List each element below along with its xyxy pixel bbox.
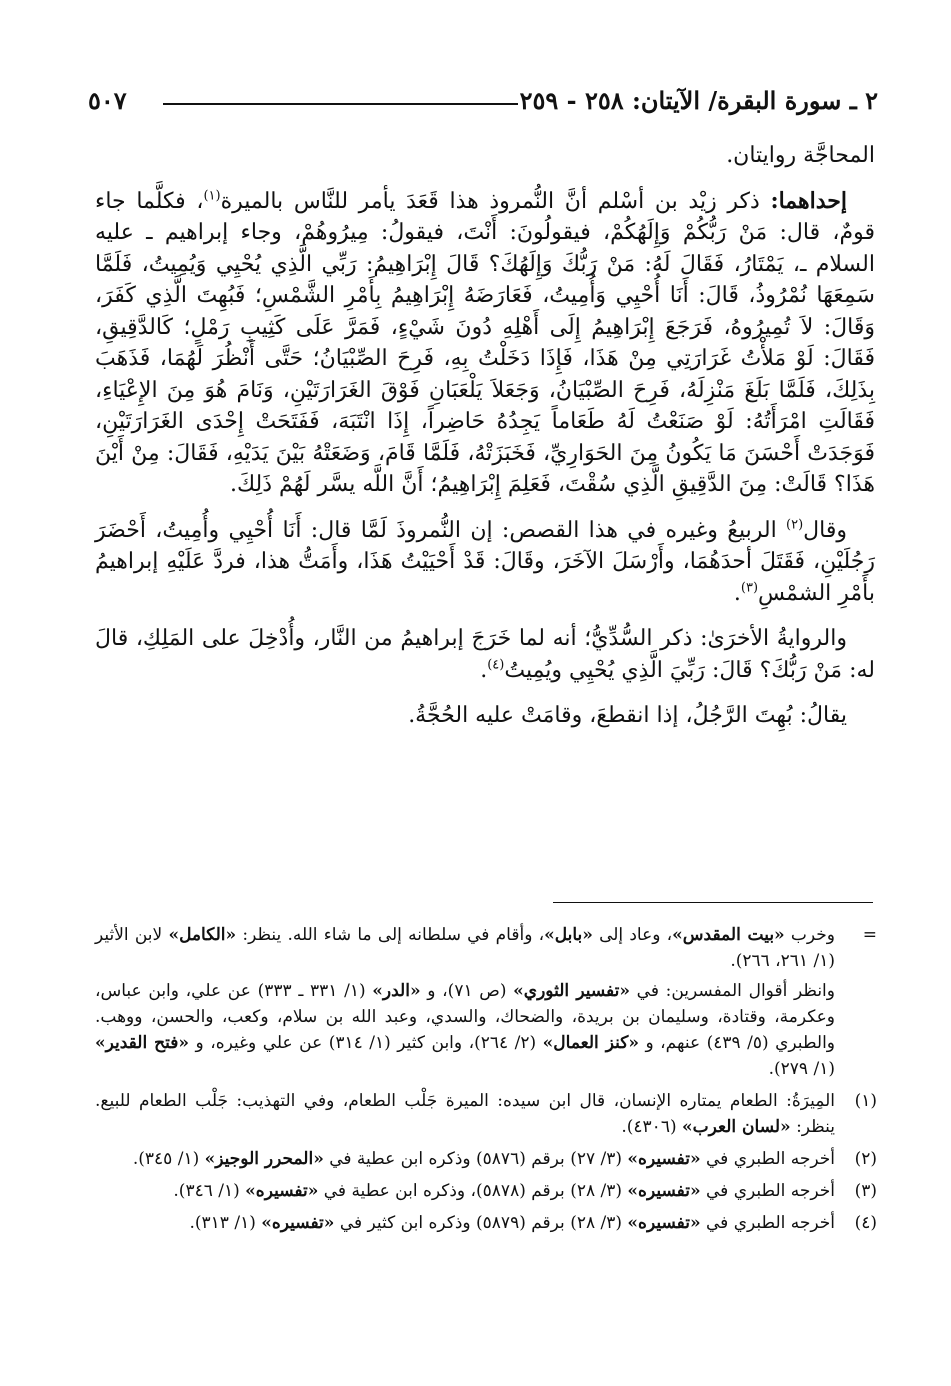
fn-text: (١/ ٣١٣).	[189, 1213, 262, 1233]
p1-text-b: ، فكلَّما جاء قومٌ، قال: مَنْ رَبُّكُمْ وَإِلَهُكُمْ، فيقولُونَ: أَنْتَ، فيقولُ: مِيرُوهُمْ، وجاء إبراهيم ـ عليه السلام ـ، يَمْتَارُ، فَقَالَ لَهُ: مَنْ رَبُّكَ وَإِلَهُكَ؟ قَالَ إِبْرَاهِيمُ: رَبِّي الَّذِي يُحْيِي وَيُمِيتُ، فَلَمَّا سَمِعَهَا نُمْرُوذُ، قَالَ: أَنَا أُحْيِي وَأُمِيتُ، فَعَارَضَهُ إِبْرَاهِيمُ بِأَمْرِ الشَّمْسِ؛ فَبُهِتَ الَّذِي كَفَرَ، وَقَالَ: لاَ تُمِيرُوهُ، فَرَجَعَ إِبْرَاهِيمُ إِلَى أَهْلِهِ دُونَ شَيْءٍ، فَمَرَّ عَلَى كَثِيبِ رَمْلٍ؛ كَالدَّقِيقِ، فَقَالَ: لَوْ مَلأْتُ غَرَارَتِي مِنْ هَذَا، فَإِذَا دَخَلْتُ بِهِ، فَرِحَ الصِّبْيَانُ؛ حَتَّى أَنْظُرَ لَهُمَا، فَذَهَبَ بِذَلِكَ، فَلَمَّا بَلَغَ مَنْزِلَهُ، فَرِحَ الصِّبْيَانُ، وَجَعَلاَ يَلْعَبَانِ فَوْقَ الغَرَارَتَيْنِ، وَنَامَ هُوَ مِنَ الإِعْيَاءِ، فَقَالَتِ امْرَأَتُهُ: لَوْ صَنَعْتُ لَهُ طَعَاماً يَجِدُهُ حَاضِراً، إِذَا انْتَبَهَ، فَفَتَحَتْ إِحْدَى الغَرَارَتَيْنِ، فَوَجَدَتْ أَحْسَنَ مَا يَكُونُ مِنَ الحَوَارِيِّ، فَخَبَزَتْهُ، فَلَمَّا قَامَ، وَضَعَتْهُ بَيْنَ يَدَيْهِ، فَقَالَ: مِنْ أَيْنَ هَذَا؟ قَالَتْ: مِنَ الدَّقِيقِ الَّذِي سُقْتَ، فَعَلِمَ إِبْرَاهِيمُ؛ أَنَّ اللَّه يسَّر لَهُمْ ذَلِكَ.	[95, 188, 875, 497]
fn-source: «بيت المقدس»	[672, 925, 785, 945]
footnote-4-mark: (٤)	[854, 1213, 877, 1233]
fn-text: (٤٣٠٦).	[621, 1117, 682, 1137]
fn-text: وانظر أقوال المفسرين: في	[629, 981, 835, 1001]
footnote-continuation-2	[95, 978, 877, 1082]
footnote-3	[95, 1178, 877, 1204]
fn-text: أخرجه الطبري في	[700, 1149, 835, 1169]
fn-source: «بابل»	[544, 925, 593, 945]
fn-source: «تفسيره»	[245, 1181, 319, 1201]
lead-word: إحداهما:	[770, 187, 847, 214]
paragraph-second-narration	[95, 623, 875, 686]
footnote-ref-3[interactable]: (٣)	[740, 580, 759, 596]
fn-text: المِيرَةُ: الطعام يمتاره الإنسان، قال ابن سيده: الميرة جَلْب الطعام، وفي التهذيب: جَلْب الطعام للبيع. ينظر:	[95, 1091, 835, 1137]
footnote-1	[95, 1088, 877, 1140]
fn-source: «كنز العمال»	[542, 1033, 639, 1053]
fn-text: وخرب	[784, 925, 835, 945]
page-number: ٥٠٧	[88, 86, 135, 115]
fn-text: أخرجه الطبري في	[700, 1181, 835, 1201]
fn-text: (٣/ ٢٨) برقم (٥٨٧٨)، وذكره ابن عطية في	[318, 1181, 628, 1201]
header-title: ٢ ـ سورة البقرة/ الآيتان: ٢٥٨ - ٢٥٩	[512, 86, 878, 115]
fn-text: (١/ ٢٧٩).	[768, 1059, 835, 1079]
footnote-2	[95, 1146, 877, 1172]
fn-text: (١/ ٣٤٦).	[173, 1181, 246, 1201]
footnote-1-mark: (١)	[854, 1091, 877, 1111]
fn-text: لابن الأثير (١/ ٢٦١، ٢٦٦).	[95, 925, 835, 971]
fn-source: «المحرر الوجيز»	[204, 1149, 324, 1169]
paragraph-first-narration	[95, 186, 875, 501]
fn-source: «تفسيره»	[627, 1181, 701, 1201]
fn-source: «لسان العرب»	[682, 1117, 791, 1137]
footnote-2-mark: (٢)	[854, 1149, 877, 1169]
fn-text: (١/ ٣٣١ ـ ٣٣٣) عن علي، وابن عباس، وعكرمة، وقتادة، وسليمان بن بريدة، والضحاك، والسدي، وعبد الله بن سلام، وكعب، والحسن، ووهب. والطبري (٥/ ٤٣٩) عنهم، و	[95, 981, 835, 1053]
p2-text-a: وقال	[803, 517, 847, 543]
footnotes	[95, 922, 877, 1242]
p2-text-b: الربيعُ وغيره في هذا القصص: إن النُّمروذَ لَمَّا قال: أَنَا أُحْيِي وأُمِيتُ، أَحْضَرَ رَجُلَيْنِ، فَقَتَلَ أحدَهُمَا، وأَرْسَلَ الآخَرَ، وقَالَ: قَدْ أَحْيَيْتُ هَذَا، وأَمَتُّ هذا، فردَّ عَلَيْهِ إبراهيمُ بأَمْرِ الشمْسِ	[95, 517, 875, 606]
header-rule	[163, 103, 518, 105]
paragraph-intro	[95, 140, 875, 172]
fn-source: «تفسير الثوري»	[513, 981, 630, 1001]
fn-source: «تفسيره»	[627, 1213, 701, 1233]
fn-text: ، وأقام في سلطانه إلى ما شاء الله. ينظر:	[236, 925, 545, 945]
paragraph-definition	[95, 700, 875, 732]
fn-text: أخرجه الطبري في	[700, 1213, 835, 1233]
fn-text: ، وعاد إلى	[592, 925, 673, 945]
fn-text: (ص ٧١)، و	[420, 981, 514, 1001]
footnote-3-mark: (٣)	[854, 1181, 877, 1201]
fn-source: «تفسيره»	[261, 1213, 335, 1233]
fn-source: «الكامل»	[168, 925, 237, 945]
p1-text-a: ذكر زيْد بن أسْلم أنَّ النُّمروذ هذا قَعَدَ يأمر للنَّاس بالميرة	[220, 188, 771, 214]
footnote-ref-4[interactable]: (٤)	[487, 657, 505, 673]
footnote-ref-2[interactable]: (٢)	[786, 517, 804, 533]
p2-text-c: .	[733, 580, 741, 606]
fn-text: (٢/ ٢٦٤)، وابن كثير (١/ ٣١٤) عن علي وغيره، و	[189, 1033, 543, 1053]
fn-text: (٣/ ٢٧) برقم (٥٨٧٦) وذكره ابن عطية في	[323, 1149, 628, 1169]
p3-text-b: .	[480, 657, 488, 683]
footnote-separator	[553, 902, 873, 903]
fn-text: (١/ ٣٤٥).	[132, 1149, 205, 1169]
continuation-mark: =	[862, 925, 877, 945]
fn-source: «فتح القدير»	[95, 1033, 190, 1053]
intro-text: المحاجَّة روايتان.	[726, 143, 875, 168]
p3-text-a: والروايةُ الأخرَىٰ: ذكر السُّدِّيُّ؛ أنه لما خَرَجَ إبراهيمُ من النَّار، وأُدْخِلَ على المَلِكِ، قالَ له: مَنْ رَبُّكَ؟ قَالَ: رَبِّيَ الَّذِي يُحْيِي ويُمِيتُ	[95, 626, 875, 683]
fn-source: «الدر»	[372, 981, 421, 1001]
main-text	[95, 140, 875, 746]
fn-source: «تفسيره»	[627, 1149, 701, 1169]
fn-text: (٣/ ٢٨) برقم (٥٨٧٩) وذكره ابن كثير في	[334, 1213, 628, 1233]
footnote-ref-1[interactable]: (١)	[203, 188, 221, 204]
running-header	[88, 86, 878, 126]
footnote-4	[95, 1210, 877, 1236]
p4-text: يقالُ: بُهِتَ الرَّجُلُ، إذا انقطعَ، وقامَتْ عليه الحُجَّةُ.	[408, 703, 847, 728]
paragraph-rabi	[95, 515, 875, 610]
footnote-continuation-1	[95, 922, 877, 974]
